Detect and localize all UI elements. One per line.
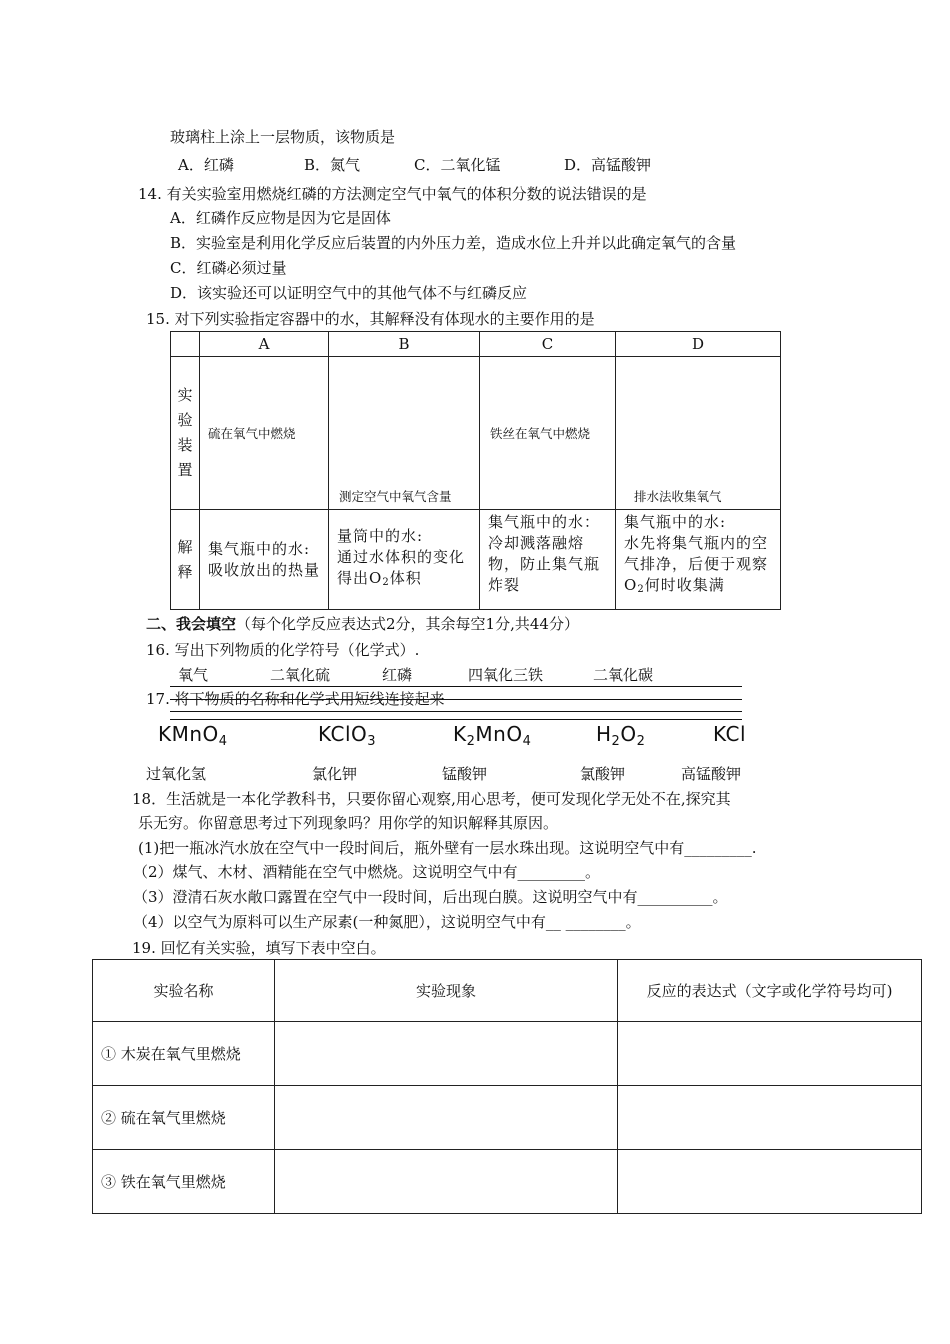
q16-item: 二氧化碳: [593, 666, 654, 684]
q19-phenomenon-cell[interactable]: [275, 1086, 618, 1150]
q19-header-name: 实验名称: [93, 960, 275, 1022]
q19-phenomenon-cell[interactable]: [275, 1022, 618, 1086]
q15-row-label-apparatus: 实 验 装 置: [171, 357, 200, 510]
q18-item-1: (1)把一瓶冰汽水放在空气中一段时间后，瓶外壁有一层水珠出现。这说明空气中有_________.: [138, 839, 757, 857]
q19-stem: 19. 回忆有关实验，填写下表中空白。: [132, 939, 386, 957]
q19-expression-cell[interactable]: [618, 1086, 922, 1150]
q15-row-label-explanation: 解 释: [171, 510, 200, 610]
q15-caption-d: 排水法收集氧气: [634, 489, 722, 504]
section2-note: （每个化学反应表达式2分，其余每空1分,共44分）: [236, 615, 579, 633]
q15-caption-c: 铁丝在氧气中燃烧: [490, 426, 591, 441]
q18-item-3: （3）澄清石灰水敞口露置在空气中一段时间，后出现白膜。这说明空气中有__________。: [133, 888, 728, 906]
q17-formula-k2mno4: $K_2MnO_4$: [453, 722, 532, 749]
q19-row-name: ② 硫在氧气里燃烧: [93, 1086, 275, 1150]
q17-stem: 17. 将下物质的名称和化学式用短线连接起来: [146, 690, 445, 708]
q15-explanation-d: 集气瓶中的水: 水先将集气瓶内的空气排净，后便于观察$O_2$何时收集满: [616, 510, 781, 610]
q14-option-d: D．该实验还可以证明空气中的其他气体不与红磷反应: [170, 284, 528, 302]
q15-table: [170, 331, 781, 610]
q17-name: 高锰酸钾: [681, 765, 742, 783]
q19-phenomenon-cell[interactable]: [275, 1150, 618, 1214]
answer-line: [170, 719, 742, 720]
q17-formula-kclo3: KClO$_3$: [318, 722, 377, 749]
q19-row-name: ① 木炭在氧气里燃烧: [93, 1022, 275, 1086]
q15-caption-b: 测定空气中氧气含量: [339, 489, 452, 504]
q15-explanation-b: 量筒中的水: 通过水体积的变化得出$O_2$体积: [329, 510, 480, 610]
q16-item: 二氧化硫: [270, 666, 331, 684]
q16-item: 氧气: [178, 666, 209, 684]
q13-stem: 玻璃柱上涂上一层物质，该物质是: [170, 128, 396, 146]
q15-caption-a: 硫在氧气中燃烧: [208, 426, 296, 441]
q15-header-c: C: [480, 332, 616, 357]
q14-stem: 14. 有关实验室用燃烧红磷的方法测定空气中氧气的体积分数的说法错误的是: [138, 185, 647, 203]
q15-header-d: D: [616, 332, 781, 357]
q16-item: 红磷: [382, 666, 413, 684]
q19-table: [92, 959, 922, 1214]
q15-explanation-c: 集气瓶中的水：冷却溅落融熔物，防止集气瓶炸裂: [480, 510, 616, 610]
q15-header-empty: [171, 332, 200, 357]
q15-stem: 15. 对下列实验指定容器中的水，其解释没有体现水的主要作用的是: [146, 310, 595, 328]
q17-name: 锰酸钾: [442, 765, 488, 783]
q13-option-c: C．二氧化锰: [414, 156, 501, 174]
q19-expression-cell[interactable]: [618, 1022, 922, 1086]
strike-line: [170, 699, 742, 700]
q15-apparatus-a: [200, 357, 329, 510]
q13-option-b: B．氮气: [304, 156, 361, 174]
q17-formula-h2o2: $H_2O_2$: [596, 722, 646, 749]
q16-stem: 16. 写出下列物质的化学符号（化学式）.: [146, 641, 420, 659]
section2-heading: [146, 614, 579, 634]
q13-option-a: A．红磷: [178, 156, 234, 174]
q17-name: 氯化钾: [312, 765, 358, 783]
q17-name: 氯酸钾: [580, 765, 626, 783]
q15-header-b: B: [329, 332, 480, 357]
q18-stem-line2: 乐无穷。你留意思考过下列现象吗？用你学的知识解释其原因。: [138, 814, 559, 832]
q17-formula-kmno4: KMnO$_4$: [158, 722, 228, 749]
q16-item: 四氧化三铁: [468, 666, 544, 684]
q18-item-2: （2）煤气、木材、酒精能在空气中燃烧。这说明空气中有_________。: [133, 863, 601, 881]
q15-explanation-a: 集气瓶中的水:吸收放出的热量: [200, 510, 329, 610]
q18-item-4: （4）以空气为原料可以生产尿素(一种氮肥），这说明空气中有__ ________。: [133, 913, 641, 931]
q15-header-a: A: [200, 332, 329, 357]
q13-option-d: D．高锰酸钾: [564, 156, 652, 174]
q17-formula-kcl: KCl: [713, 722, 747, 746]
q17-name: 过氧化氢: [146, 765, 207, 783]
q15-apparatus-d: [616, 357, 781, 510]
q14-option-c: C．红磷必须过量: [170, 259, 287, 277]
section2-title: 二、我会填空: [146, 615, 237, 633]
q19-row-name: ③ 铁在氧气里燃烧: [93, 1150, 275, 1214]
q19-header-expression: 反应的表达式（文字或化学符号均可): [618, 960, 922, 1022]
q14-option-b: B．实验室是利用化学反应后装置的内外压力差，造成水位上升并以此确定氧气的含量: [170, 234, 737, 252]
q15-apparatus-c: [480, 357, 616, 510]
answer-line: [170, 711, 742, 712]
q18-stem-line1: 18．生活就是一本化学教科书，只要你留心观察,用心思考，便可发现化学无处不在,探究其: [132, 790, 731, 808]
q19-expression-cell[interactable]: [618, 1150, 922, 1214]
q15-apparatus-b: [329, 357, 480, 510]
q19-header-phenomenon: 实验现象: [275, 960, 618, 1022]
answer-line: [170, 686, 742, 687]
q14-option-a: A．红磷作反应物是因为它是固体: [170, 209, 391, 227]
